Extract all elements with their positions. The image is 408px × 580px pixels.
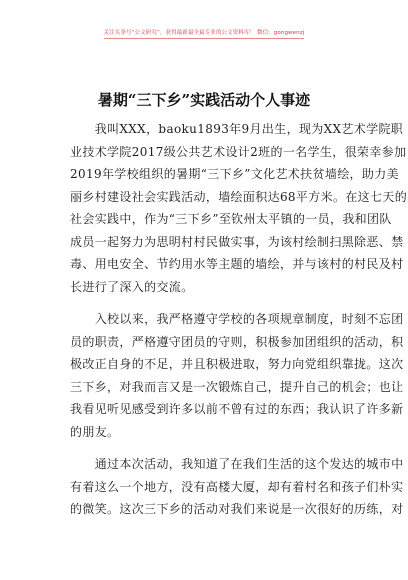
text-line: 社会实践中，作为“三下乡”至钦州太平镇的一员，我和团队	[70, 212, 392, 226]
banner-divider	[104, 38, 304, 39]
text-line: 长进行了深入的交流。	[70, 279, 194, 294]
paragraph-gap	[70, 298, 362, 308]
text-line: 成员一起努力为思明村村民做实事，为该村绘制扫黑除恶、禁	[70, 234, 404, 249]
document-title: 暑期“三下乡”实践活动个人事迹	[97, 91, 311, 109]
paragraph-gap	[70, 443, 362, 453]
text-line: 的朋友。	[70, 424, 120, 439]
text-line: 业技术学院2017级公共艺术设计2班的一名学生，很荣幸参加	[70, 144, 407, 159]
header-banner: 关注头条号“公文研究”，获得最新最全最专业的公文资料库！ 微信：gongwenzj	[103, 30, 305, 36]
text-line: 入校以来，我严格遵守学校的各项规章制度，时刻不忘团	[70, 312, 404, 326]
text-line: 通过本次活动，我知道了在我们生活的这个发达的城市中	[70, 457, 404, 471]
text-line: 我叫XXX，baoku1893年9月出生，现为XX艺术学院职	[70, 122, 404, 136]
text-line: 极改正自身的不足，并且积极进取，努力向党组织靠拢。这次	[70, 357, 404, 371]
text-line: 我看见听见感受到许多以前不曾有过的东西；我认识了许多新	[70, 402, 404, 416]
text-line: 丽乡村建设社会实践活动，墙绘面积达68平方米。在这七天的	[70, 189, 408, 204]
text-line: 毒、用电安全、节约用水等主题的墙绘，并与该村的村民及村	[70, 257, 404, 271]
text-line: 的微笑。这次三下乡的活动对我们来说是一次很好的历练，对	[70, 502, 404, 516]
paragraph-1	[70, 118, 408, 298]
paragraph-2	[70, 308, 404, 443]
text-line: 员的职责，严格遵守团员的守则，积极参加团组织的活动，积	[70, 334, 404, 349]
document-body	[70, 118, 408, 521]
text-line: 三下乡，对我而言又是一次锻炼自己，提升自己的机会；也让	[70, 379, 404, 394]
text-line: 有着这么一个地方，没有高楼大厦，却有着村名和孩子们朴实	[70, 479, 404, 494]
paragraph-3	[70, 453, 404, 521]
text-line: 2019年学校组织的暑期“三下乡”文化艺术扶贫墙绘，助力美	[70, 167, 399, 181]
